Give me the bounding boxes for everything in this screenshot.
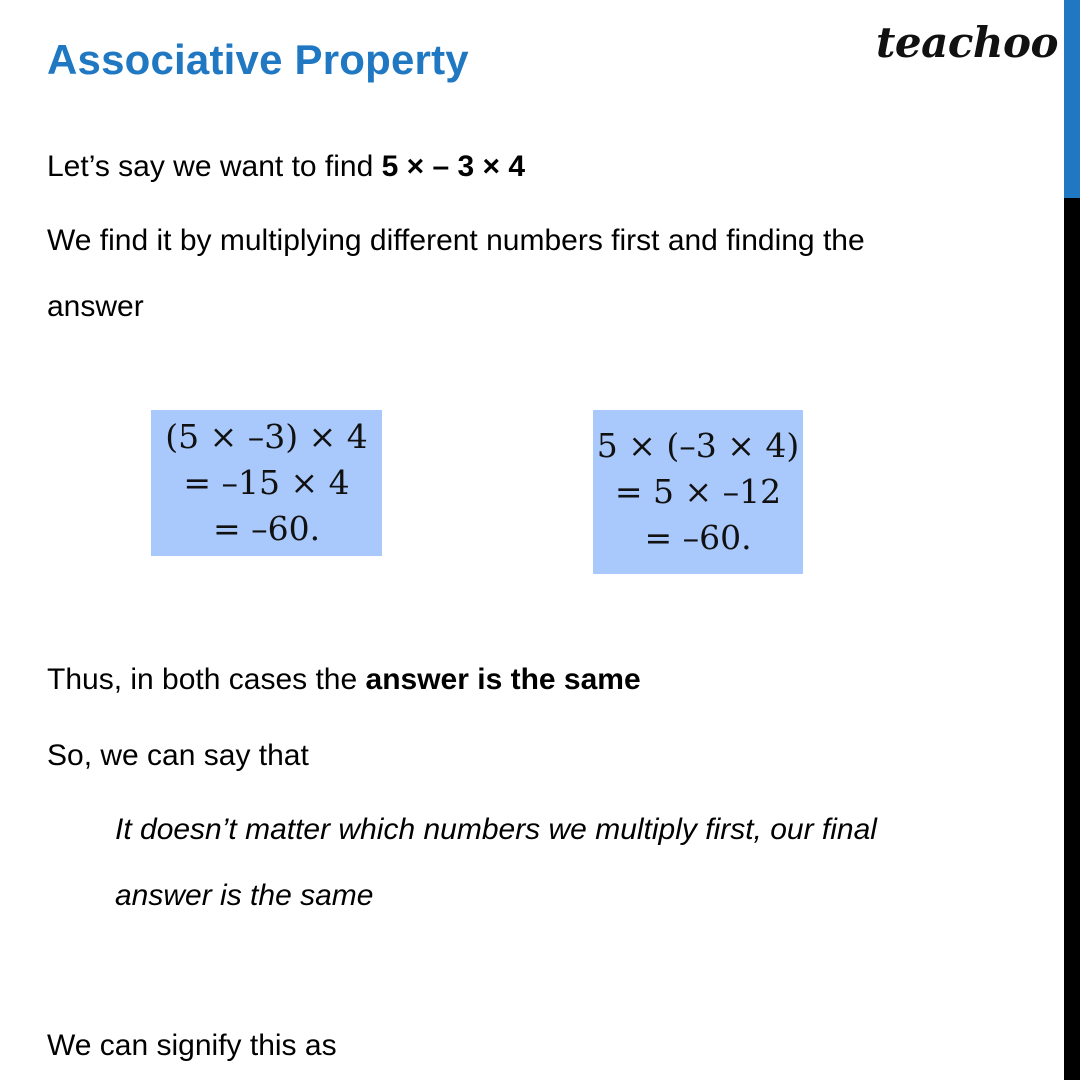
right-box-line-1: 5 × (–3 × 4) xyxy=(596,426,800,465)
left-grouping-box xyxy=(151,410,382,556)
intro-expression: 5 × – 3 × 4 xyxy=(381,150,526,183)
left-box-line-2: = –15 × 4 xyxy=(183,463,350,502)
left-box-line-1: (5 × –3) × 4 xyxy=(165,417,368,456)
conclusion-emphasis: answer is the same xyxy=(365,663,641,696)
page-title: Associative Property xyxy=(47,36,469,83)
signify-line: We can signify this as xyxy=(47,1029,337,1062)
conclusion-prefix: Thus, in both cases the xyxy=(47,663,366,696)
edge-bar-accent xyxy=(1064,0,1080,198)
explanation-line-1: We find it by multiplying different numbers first and finding the xyxy=(47,224,865,257)
right-box-line-3: = –60. xyxy=(644,518,752,557)
statement-line-1: It doesn’t matter which numbers we multiply first, our final xyxy=(115,813,877,846)
right-grouping-box xyxy=(593,410,803,574)
statement-line-2: answer is the same xyxy=(115,879,374,912)
intro-line xyxy=(47,150,525,184)
intro-prefix: Let’s say we want to find xyxy=(47,150,382,183)
explanation-line-2: answer xyxy=(47,290,144,323)
so-line: So, we can say that xyxy=(47,739,309,772)
conclusion-line xyxy=(47,663,641,697)
edge-bar-dark xyxy=(1064,198,1080,1080)
teachoo-logo: teachoo xyxy=(876,18,1058,67)
right-box-line-2: = 5 × –12 xyxy=(614,472,782,511)
left-box-line-3: = –60. xyxy=(212,509,321,548)
